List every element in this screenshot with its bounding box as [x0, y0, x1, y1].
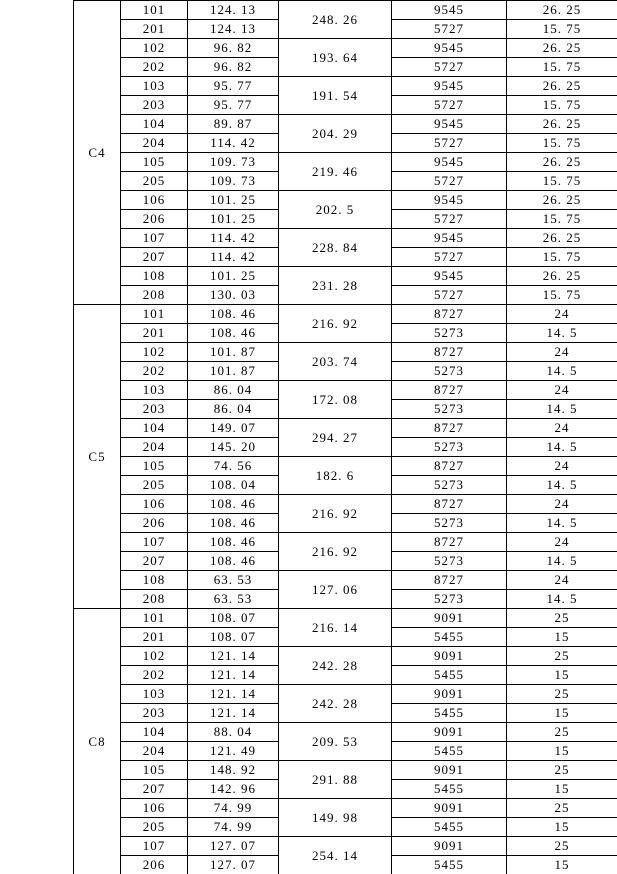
cell-id: 102 [121, 647, 188, 666]
cell-value: 74. 99 [188, 799, 279, 818]
cell-rate: 26. 25 [507, 39, 617, 58]
cell-rate: 24 [507, 495, 617, 514]
cell-rate: 15. 75 [507, 58, 617, 77]
cell-value: 96. 82 [188, 58, 279, 77]
cell-sum: 291. 88 [279, 761, 392, 799]
cell-sum: 242. 28 [279, 685, 392, 723]
table-row [74, 267, 617, 286]
cell-count: 8727 [392, 533, 507, 552]
cell-rate: 14. 5 [507, 476, 617, 495]
measurement-table [73, 0, 617, 874]
cell-id: 205 [121, 476, 188, 495]
cell-value: 121. 14 [188, 666, 279, 685]
table-row [74, 381, 617, 400]
cell-value: 124. 13 [188, 20, 279, 39]
cell-value: 101. 87 [188, 362, 279, 381]
cell-count: 5727 [392, 20, 507, 39]
cell-rate: 14. 5 [507, 438, 617, 457]
cell-count: 9091 [392, 647, 507, 666]
cell-value: 121. 14 [188, 647, 279, 666]
cell-count: 5727 [392, 248, 507, 267]
cell-value: 130. 03 [188, 286, 279, 305]
cell-id: 106 [121, 191, 188, 210]
cell-rate: 15 [507, 818, 617, 837]
cell-rate: 24 [507, 343, 617, 362]
cell-rate: 14. 5 [507, 362, 617, 381]
cell-rate: 26. 25 [507, 77, 617, 96]
cell-value: 95. 77 [188, 77, 279, 96]
cell-sum: 182. 6 [279, 457, 392, 495]
cell-count: 5455 [392, 666, 507, 685]
cell-rate: 15. 75 [507, 210, 617, 229]
cell-rate: 26. 25 [507, 267, 617, 286]
cell-sum: 172. 08 [279, 381, 392, 419]
cell-rate: 24 [507, 305, 617, 324]
cell-value: 108. 07 [188, 609, 279, 628]
cell-rate: 26. 25 [507, 191, 617, 210]
cell-rate: 15 [507, 856, 617, 874]
cell-id: 201 [121, 20, 188, 39]
cell-sum: 149. 98 [279, 799, 392, 837]
cell-rate: 14. 5 [507, 590, 617, 609]
cell-rate: 15 [507, 780, 617, 799]
cell-value: 108. 46 [188, 514, 279, 533]
cell-count: 9545 [392, 191, 507, 210]
cell-count: 9091 [392, 761, 507, 780]
table-row [74, 495, 617, 514]
cell-value: 127. 07 [188, 837, 279, 856]
cell-rate: 24 [507, 457, 617, 476]
cell-sum: 193. 64 [279, 39, 392, 77]
table-row [74, 115, 617, 134]
table-body [74, 1, 617, 874]
cell-rate: 15. 75 [507, 134, 617, 153]
cell-value: 149. 07 [188, 419, 279, 438]
cell-id: 207 [121, 552, 188, 571]
cell-id: 106 [121, 495, 188, 514]
cell-count: 8727 [392, 419, 507, 438]
cell-id: 105 [121, 457, 188, 476]
cell-value: 86. 04 [188, 381, 279, 400]
cell-value: 109. 73 [188, 153, 279, 172]
cell-rate: 25 [507, 685, 617, 704]
cell-id: 205 [121, 818, 188, 837]
cell-id: 101 [121, 305, 188, 324]
cell-id: 203 [121, 400, 188, 419]
group-label: C8 [74, 609, 121, 874]
cell-rate: 26. 25 [507, 153, 617, 172]
cell-count: 9545 [392, 115, 507, 134]
cell-count: 5273 [392, 400, 507, 419]
cell-rate: 14. 5 [507, 552, 617, 571]
cell-rate: 24 [507, 419, 617, 438]
cell-sum: 203. 74 [279, 343, 392, 381]
cell-rate: 25 [507, 761, 617, 780]
cell-count: 8727 [392, 495, 507, 514]
cell-value: 74. 56 [188, 457, 279, 476]
cell-value: 63. 53 [188, 590, 279, 609]
cell-rate: 15 [507, 704, 617, 723]
table-row [74, 39, 617, 58]
table-row [74, 799, 617, 818]
cell-value: 142. 96 [188, 780, 279, 799]
cell-sum: 216. 92 [279, 305, 392, 343]
cell-value: 108. 46 [188, 495, 279, 514]
cell-rate: 15 [507, 628, 617, 647]
cell-count: 5273 [392, 362, 507, 381]
cell-id: 105 [121, 761, 188, 780]
cell-rate: 15. 75 [507, 286, 617, 305]
cell-id: 107 [121, 533, 188, 552]
cell-id: 203 [121, 704, 188, 723]
cell-rate: 15 [507, 742, 617, 761]
cell-count: 9545 [392, 229, 507, 248]
cell-id: 108 [121, 571, 188, 590]
cell-value: 114. 42 [188, 248, 279, 267]
cell-value: 114. 42 [188, 134, 279, 153]
cell-rate: 24 [507, 381, 617, 400]
cell-value: 74. 99 [188, 818, 279, 837]
cell-value: 114. 42 [188, 229, 279, 248]
group-label: C5 [74, 305, 121, 609]
cell-id: 103 [121, 381, 188, 400]
cell-rate: 14. 5 [507, 514, 617, 533]
cell-id: 206 [121, 210, 188, 229]
cell-id: 101 [121, 1, 188, 20]
table-row [74, 1, 617, 20]
table-row [74, 457, 617, 476]
cell-count: 5273 [392, 324, 507, 343]
cell-id: 202 [121, 58, 188, 77]
cell-count: 5273 [392, 514, 507, 533]
cell-count: 5273 [392, 438, 507, 457]
table-row [74, 837, 617, 856]
cell-count: 9091 [392, 723, 507, 742]
table-row [74, 419, 617, 438]
cell-count: 5727 [392, 210, 507, 229]
table-row [74, 761, 617, 780]
cell-value: 89. 87 [188, 115, 279, 134]
cell-id: 104 [121, 115, 188, 134]
cell-count: 9091 [392, 685, 507, 704]
cell-rate: 24 [507, 571, 617, 590]
cell-rate: 15. 75 [507, 172, 617, 191]
table-row [74, 723, 617, 742]
cell-value: 108. 04 [188, 476, 279, 495]
cell-value: 63. 53 [188, 571, 279, 590]
cell-sum: 216. 92 [279, 533, 392, 571]
cell-rate: 15. 75 [507, 96, 617, 115]
cell-id: 103 [121, 77, 188, 96]
cell-rate: 15. 75 [507, 20, 617, 39]
cell-value: 108. 46 [188, 552, 279, 571]
cell-rate: 25 [507, 647, 617, 666]
cell-value: 121. 49 [188, 742, 279, 761]
cell-id: 103 [121, 685, 188, 704]
cell-sum: 219. 46 [279, 153, 392, 191]
cell-id: 201 [121, 324, 188, 343]
cell-value: 101. 25 [188, 191, 279, 210]
cell-id: 105 [121, 153, 188, 172]
cell-id: 104 [121, 723, 188, 742]
cell-value: 86. 04 [188, 400, 279, 419]
cell-value: 121. 14 [188, 704, 279, 723]
cell-rate: 25 [507, 799, 617, 818]
cell-count: 9545 [392, 267, 507, 286]
cell-rate: 14. 5 [507, 324, 617, 343]
cell-value: 121. 14 [188, 685, 279, 704]
cell-value: 145. 20 [188, 438, 279, 457]
cell-count: 9545 [392, 1, 507, 20]
cell-count: 5727 [392, 172, 507, 191]
cell-id: 201 [121, 628, 188, 647]
cell-count: 8727 [392, 457, 507, 476]
cell-value: 148. 92 [188, 761, 279, 780]
cell-sum: 231. 28 [279, 267, 392, 305]
cell-id: 101 [121, 609, 188, 628]
cell-id: 106 [121, 799, 188, 818]
cell-id: 102 [121, 39, 188, 58]
cell-rate: 26. 25 [507, 229, 617, 248]
cell-rate: 15 [507, 666, 617, 685]
cell-rate: 26. 25 [507, 115, 617, 134]
cell-id: 206 [121, 856, 188, 874]
cell-id: 205 [121, 172, 188, 191]
cell-count: 5273 [392, 476, 507, 495]
table-row [74, 77, 617, 96]
cell-rate: 15. 75 [507, 248, 617, 267]
cell-value: 108. 46 [188, 305, 279, 324]
cell-count: 5455 [392, 818, 507, 837]
cell-value: 101. 25 [188, 210, 279, 229]
cell-id: 207 [121, 248, 188, 267]
cell-sum: 228. 84 [279, 229, 392, 267]
cell-value: 108. 07 [188, 628, 279, 647]
cell-value: 96. 82 [188, 39, 279, 58]
cell-id: 208 [121, 286, 188, 305]
cell-sum: 242. 28 [279, 647, 392, 685]
table-row [74, 191, 617, 210]
cell-value: 101. 87 [188, 343, 279, 362]
cell-count: 5455 [392, 742, 507, 761]
cell-count: 5727 [392, 58, 507, 77]
cell-sum: 294. 27 [279, 419, 392, 457]
cell-value: 95. 77 [188, 96, 279, 115]
cell-id: 203 [121, 96, 188, 115]
cell-count: 9091 [392, 837, 507, 856]
cell-value: 88. 04 [188, 723, 279, 742]
cell-count: 9545 [392, 77, 507, 96]
cell-count: 8727 [392, 571, 507, 590]
cell-sum: 209. 53 [279, 723, 392, 761]
cell-id: 107 [121, 837, 188, 856]
group-label: C4 [74, 1, 121, 305]
cell-count: 9545 [392, 153, 507, 172]
table-row [74, 609, 617, 628]
table-row [74, 647, 617, 666]
cell-id: 208 [121, 590, 188, 609]
cell-count: 8727 [392, 381, 507, 400]
cell-sum: 127. 06 [279, 571, 392, 609]
cell-sum: 254. 14 [279, 837, 392, 874]
cell-count: 5273 [392, 590, 507, 609]
cell-count: 5455 [392, 628, 507, 647]
cell-value: 109. 73 [188, 172, 279, 191]
table-row [74, 533, 617, 552]
cell-id: 204 [121, 742, 188, 761]
cell-rate: 26. 25 [507, 1, 617, 20]
cell-id: 202 [121, 362, 188, 381]
cell-id: 207 [121, 780, 188, 799]
cell-sum: 248. 26 [279, 1, 392, 39]
cell-id: 204 [121, 438, 188, 457]
cell-sum: 191. 54 [279, 77, 392, 115]
cell-count: 8727 [392, 343, 507, 362]
table-row [74, 229, 617, 248]
cell-value: 101. 25 [188, 267, 279, 286]
cell-count: 5455 [392, 856, 507, 874]
cell-value: 108. 46 [188, 324, 279, 343]
cell-count: 9545 [392, 39, 507, 58]
cell-id: 102 [121, 343, 188, 362]
cell-count: 5455 [392, 780, 507, 799]
cell-count: 9091 [392, 609, 507, 628]
cell-count: 5727 [392, 286, 507, 305]
table-row [74, 343, 617, 362]
cell-value: 108. 46 [188, 533, 279, 552]
cell-sum: 204. 29 [279, 115, 392, 153]
cell-id: 202 [121, 666, 188, 685]
cell-id: 104 [121, 419, 188, 438]
cell-sum: 216. 92 [279, 495, 392, 533]
cell-count: 8727 [392, 305, 507, 324]
cell-id: 107 [121, 229, 188, 248]
table-row [74, 305, 617, 324]
cell-rate: 25 [507, 609, 617, 628]
cell-rate: 25 [507, 723, 617, 742]
cell-id: 204 [121, 134, 188, 153]
cell-id: 206 [121, 514, 188, 533]
cell-count: 9091 [392, 799, 507, 818]
cell-value: 124. 13 [188, 1, 279, 20]
table-row [74, 153, 617, 172]
cell-id: 108 [121, 267, 188, 286]
cell-count: 5455 [392, 704, 507, 723]
cell-rate: 25 [507, 837, 617, 856]
cell-count: 5727 [392, 134, 507, 153]
cell-count: 5727 [392, 96, 507, 115]
cell-rate: 24 [507, 533, 617, 552]
cell-count: 5273 [392, 552, 507, 571]
cell-rate: 14. 5 [507, 400, 617, 419]
cell-sum: 202. 5 [279, 191, 392, 229]
cell-value: 127. 07 [188, 856, 279, 874]
table-row [74, 571, 617, 590]
table-row [74, 685, 617, 704]
cell-sum: 216. 14 [279, 609, 392, 647]
